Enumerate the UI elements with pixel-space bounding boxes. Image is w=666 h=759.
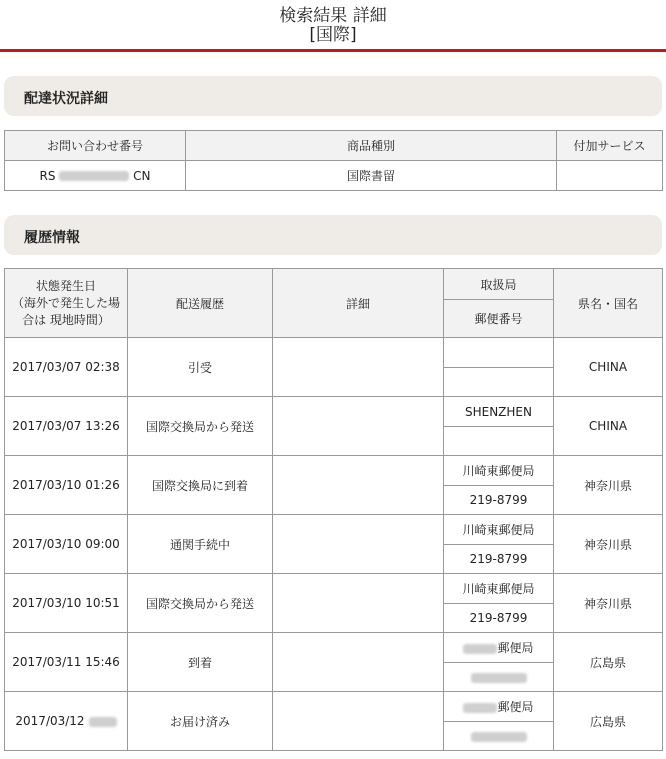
history-office: SHENZHEN (444, 397, 554, 427)
office-suffix: 郵便局 (497, 641, 534, 655)
history-detail (273, 338, 444, 397)
history-detail (273, 456, 444, 515)
history-region: CHINA (554, 397, 663, 456)
history-row (5, 574, 663, 604)
history-region: CHINA (554, 338, 663, 397)
history-status: 国際交換局から発送 (128, 574, 273, 633)
history-region: 神奈川県 (554, 456, 663, 515)
history-section-title: 履歴情報 (24, 230, 80, 246)
history-status: 国際交換局から発送 (128, 397, 273, 456)
col-tracking-number: お問い合わせ番号 (5, 131, 186, 161)
history-date-text: 2017/03/11 15:46 (12, 655, 120, 669)
delivery-section-bar (4, 76, 662, 116)
history-table (4, 268, 663, 751)
col-office: 取扱局 (444, 269, 554, 300)
history-row (5, 338, 663, 368)
col-region: 県名・国名 (554, 269, 663, 338)
history-date-text: 2017/03/10 09:00 (12, 537, 120, 551)
history-office: 川崎東郵便局 (444, 456, 554, 486)
history-office: 川崎東郵便局 (444, 515, 554, 545)
office-suffix: 郵便局 (497, 700, 534, 714)
col-product-type: 商品種別 (186, 131, 557, 161)
col-postal: 郵便番号 (444, 300, 554, 338)
history-date-text: 2017/03/07 02:38 (12, 360, 120, 374)
history-postal: 219-8799 (444, 545, 554, 574)
postal-redacted (471, 732, 527, 742)
office-name-redacted (463, 644, 497, 654)
history-detail (273, 692, 444, 751)
history-detail (273, 574, 444, 633)
history-postal (444, 368, 554, 397)
history-status: 到着 (128, 633, 273, 692)
history-date (5, 692, 128, 751)
history-row (5, 397, 663, 427)
col-date-note: （海外で発生した場 合は 現地時間） (11, 295, 120, 327)
history-region: 広島県 (554, 692, 663, 751)
history-office (444, 692, 554, 722)
col-detail: 詳細 (273, 269, 444, 338)
office-name-redacted (463, 703, 497, 713)
history-date (5, 338, 128, 397)
history-date (5, 574, 128, 633)
page-header (0, 0, 666, 52)
history-postal (444, 722, 554, 751)
history-detail (273, 515, 444, 574)
history-postal: 219-8799 (444, 486, 554, 515)
delivery-section-title: 配達状況詳細 (24, 91, 108, 107)
history-date (5, 633, 128, 692)
col-date (5, 269, 128, 338)
history-office: 川崎東郵便局 (444, 574, 554, 604)
history-status: お届け済み (128, 692, 273, 751)
history-office (444, 338, 554, 368)
history-section-bar (4, 215, 662, 255)
history-status: 引受 (128, 338, 273, 397)
page-title: 検索結果 詳細 (279, 6, 387, 26)
history-region: 神奈川県 (554, 574, 663, 633)
history-postal (444, 663, 554, 692)
history-status: 国際交換局に到着 (128, 456, 273, 515)
history-postal: 219-8799 (444, 604, 554, 633)
delivery-table (4, 130, 663, 191)
postal-redacted (471, 673, 527, 683)
history-postal (444, 427, 554, 456)
history-date-text: 2017/03/10 01:26 (12, 478, 120, 492)
history-date-text: 2017/03/12 (15, 714, 85, 728)
history-row (5, 515, 663, 545)
history-date-text: 2017/03/07 13:26 (12, 419, 120, 433)
tracking-redacted (59, 171, 129, 181)
page-subtitle: [国際] (309, 25, 357, 45)
col-status: 配送履歴 (128, 269, 273, 338)
tracking-prefix: RS (39, 168, 56, 183)
extra-service-cell (557, 161, 663, 191)
history-detail (273, 633, 444, 692)
history-row (5, 456, 663, 486)
history-row (5, 633, 663, 663)
tracking-number-cell (5, 161, 186, 191)
history-region: 神奈川県 (554, 515, 663, 574)
history-date (5, 456, 128, 515)
history-status: 通関手続中 (128, 515, 273, 574)
history-office (444, 633, 554, 663)
history-time-redacted (89, 717, 117, 727)
history-detail (273, 397, 444, 456)
tracking-suffix: CN (133, 168, 151, 183)
history-region: 広島県 (554, 633, 663, 692)
col-extra-service: 付加サービス (557, 131, 663, 161)
history-date-text: 2017/03/10 10:51 (12, 596, 120, 610)
history-date (5, 515, 128, 574)
history-date (5, 397, 128, 456)
col-date-label: 状態発生日 (35, 278, 96, 293)
product-type-cell: 国際書留 (186, 161, 557, 191)
history-row (5, 692, 663, 722)
